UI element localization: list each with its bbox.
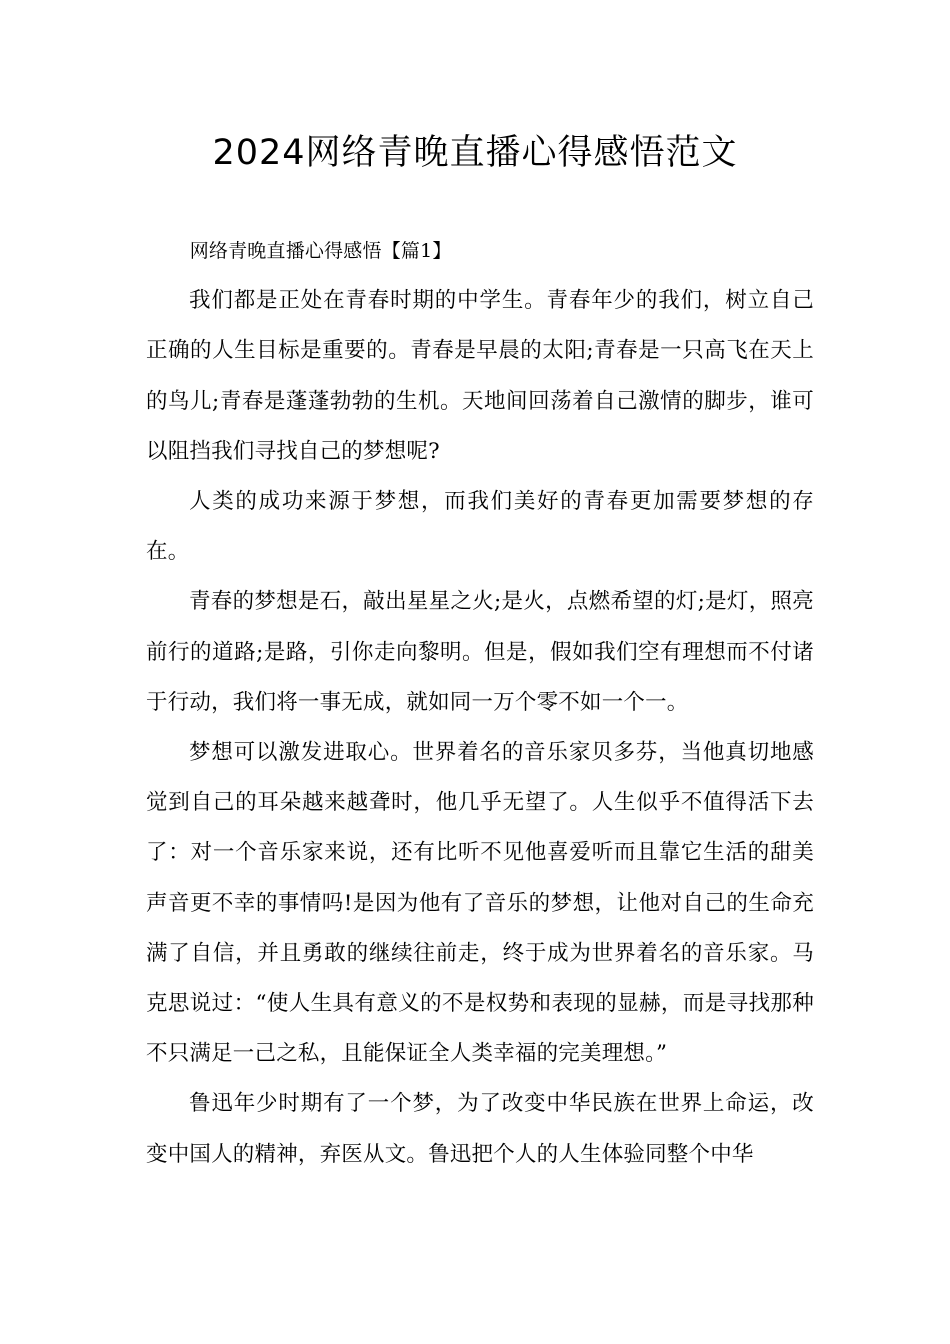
document-body: [146, 226, 814, 1180]
paragraph-2: 人类的成功来源于梦想，而我们美好的青春更加需要梦想的存在。: [146, 489, 814, 565]
section-heading: 网络青晚直播心得感悟【篇1】: [189, 240, 452, 262]
paragraph-3: 青春的梦想是石，敲出星星之火;是火，点燃希望的灯;是灯，照亮前行的道路;是路，引你走向黎明。但是，假如我们空有理想而不付诸于行动，我们将一事无成，就如同一万个零不如一个一。: [146, 589, 814, 715]
paragraph-1: 我们都是正处在青春时期的中学生。青春年少的我们，树立自己正确的人生目标是重要的。青春是早晨的太阳;青春是一只高飞在天上的鸟儿;青春是蓬蓬勃勃的生机。天地间回荡着自己激情的脚步，谁可以阻挡我们寻找自己的梦想呢?: [146, 288, 814, 464]
document-title: 2024网络青晚直播心得感悟范文: [212, 133, 738, 173]
paragraph-5: 鲁迅年少时期有了一个梦，为了改变中华民族在世界上命运，改变中国人的精神，弃医从文。鲁迅把个人的人生体验同整个中华: [146, 1091, 814, 1167]
paragraph-4: 梦想可以激发进取心。世界着名的音乐家贝多芬，当他真切地感觉到自己的耳朵越来越聋时，他几乎无望了。人生似乎不值得活下去了：对一个音乐家来说，还有比听不见他喜爱听而且靠它生活的甜美声音更不幸的事情吗!是因为他有了音乐的梦想，让他对自己的生命充满了自信，并且勇敢的继续往前走，终于成为世界着名的音乐家。马克思说过：“使人生具有意义的不是权势和表现的显赫，而是寻找那种不只满足一己之私，且能保证全人类幸福的完美理想。”: [146, 740, 814, 1067]
